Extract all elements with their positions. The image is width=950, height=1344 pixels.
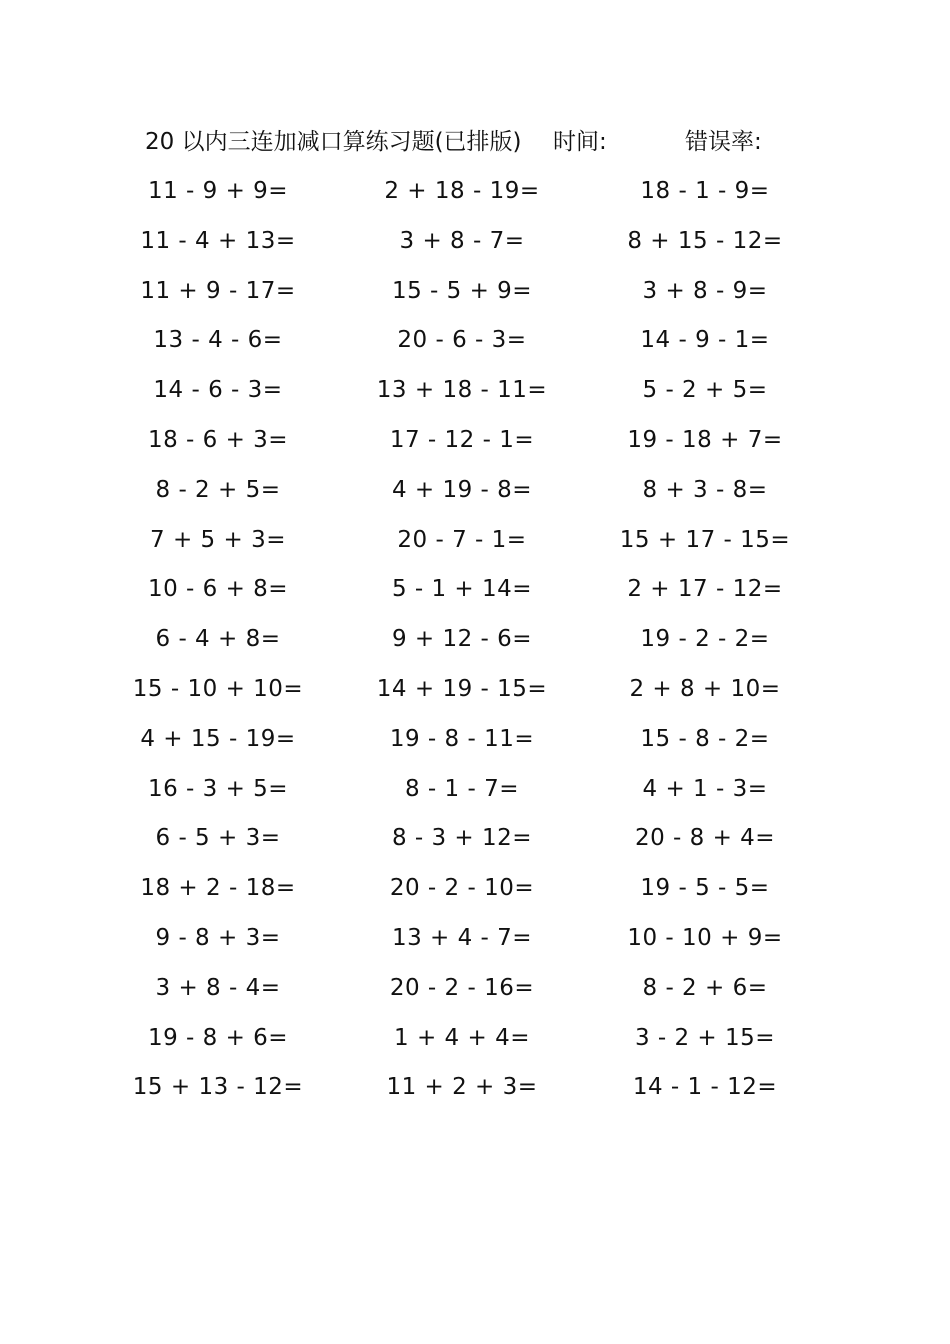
problem: 20 - 7 - 1= [397,526,527,553]
problem: 6 - 4 + 8= [155,626,281,653]
problem: 13 - 4 - 6= [153,327,283,354]
problem: 20 - 2 - 10= [389,875,535,902]
problem: 11 + 2 + 3= [386,1074,538,1101]
problem-row [0,523,950,573]
problem: 15 - 10 + 10= [132,675,304,702]
problem: 8 - 3 + 12= [391,825,533,852]
problem: 20 - 2 - 16= [389,974,535,1001]
problem: 2 + 8 + 10= [629,675,781,702]
problem: 17 - 12 - 1= [389,426,535,453]
error-rate-label: 错误率: [685,129,762,155]
problem: 18 + 2 - 18= [140,875,296,902]
problem: 18 - 6 + 3= [147,426,289,453]
problem: 15 - 5 + 9= [391,277,533,304]
problem: 4 + 1 - 3= [642,775,768,802]
problem: 13 + 4 - 7= [391,924,533,951]
problem: 15 + 13 - 12= [132,1074,304,1101]
problem: 19 - 8 + 6= [147,1024,289,1051]
problem: 5 - 1 + 14= [391,576,533,603]
problem-row [0,622,950,672]
problem: 3 + 8 - 4= [155,974,281,1001]
problem: 9 - 8 + 3= [155,924,281,951]
problem-row [0,672,950,722]
problem: 6 - 5 + 3= [155,825,281,852]
problem: 19 - 2 - 2= [640,626,770,653]
problem: 19 - 8 - 11= [389,725,535,752]
problem: 4 + 15 - 19= [140,725,296,752]
problem: 14 - 6 - 3= [153,377,283,404]
problem-row [0,174,950,224]
problem-row [0,572,950,622]
problem: 3 + 8 - 7= [399,227,525,254]
problem-row [0,722,950,772]
problem-row [0,871,950,921]
problem: 3 + 8 - 9= [642,277,768,304]
problem-row [0,473,950,523]
problem: 20 - 8 + 4= [634,825,776,852]
problem: 4 + 19 - 8= [391,476,533,503]
problem: 8 - 1 - 7= [404,775,519,802]
problem: 1 + 4 + 4= [394,1024,530,1051]
problem: 2 + 17 - 12= [627,576,783,603]
problem: 10 - 6 + 8= [147,576,289,603]
problem: 15 + 17 - 15= [619,526,791,553]
problem-row [0,373,950,423]
problem: 14 - 1 - 12= [632,1074,778,1101]
worksheet-header [0,124,950,160]
problem: 19 - 5 - 5= [640,875,770,902]
problem-row [0,323,950,373]
problem-row [0,821,950,871]
time-label: 时间: [553,129,607,155]
problem: 8 + 15 - 12= [627,227,783,254]
problem: 2 + 18 - 19= [384,178,540,204]
problem-grid [0,174,950,1120]
worksheet-title: 20 以内三连加减口算练习题(已排版) [145,129,522,155]
problem: 14 - 9 - 1= [640,327,770,354]
problem-row [0,1070,950,1120]
problem-row [0,1021,950,1071]
problem-row [0,772,950,822]
problem: 11 - 4 + 13= [140,227,296,254]
problem-row [0,971,950,1021]
problem: 7 + 5 + 3= [150,526,286,553]
problem-row [0,921,950,971]
problem: 13 + 18 - 11= [376,377,548,404]
problem-row [0,224,950,274]
problem: 18 - 1 - 9= [640,178,770,204]
problem: 11 + 9 - 17= [140,277,296,304]
problem: 8 - 2 + 6= [642,974,768,1001]
problem: 3 - 2 + 15= [634,1024,776,1051]
problem: 15 - 8 - 2= [640,725,770,752]
problem: 9 + 12 - 6= [391,626,533,653]
problem-row [0,423,950,473]
problem: 11 - 9 + 9= [147,178,289,204]
problem: 14 + 19 - 15= [376,675,548,702]
problem: 8 + 3 - 8= [642,476,768,503]
problem: 16 - 3 + 5= [147,775,289,802]
problem: 19 - 18 + 7= [627,426,783,453]
problem: 10 - 10 + 9= [627,924,783,951]
problem: 5 - 2 + 5= [642,377,768,404]
problem: 20 - 6 - 3= [397,327,527,354]
problem-row [0,274,950,324]
problem: 8 - 2 + 5= [155,476,281,503]
